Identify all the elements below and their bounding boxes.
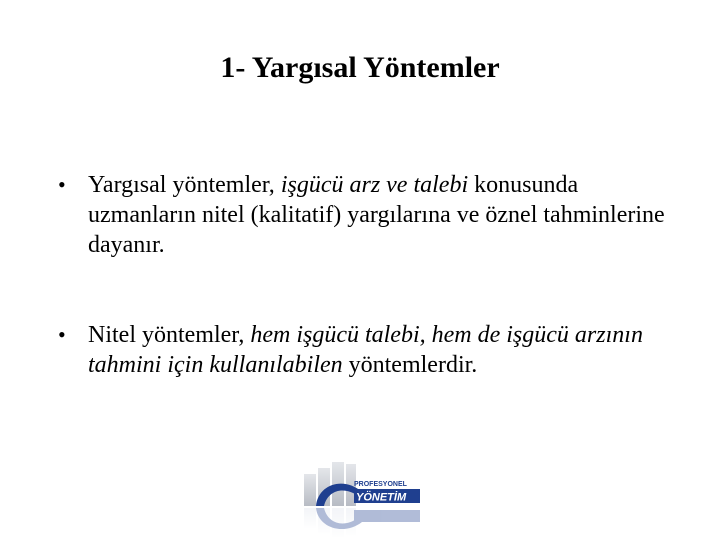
logo-column [304, 474, 316, 506]
bullet-list [58, 170, 678, 440]
logo-main-text: YÖNETİM [356, 491, 407, 504]
bullet-text-part: konusunda uzmanların nitel (kalitatif) yargılarına ve öznel tahminlerine dayanır. [88, 172, 665, 258]
bullet-marker: • [58, 322, 66, 347]
logo-reflection [304, 508, 420, 538]
slide-title: 1- Yargısal Yöntemler [220, 51, 500, 84]
bullet-text-part: yöntemlerdir. [342, 352, 478, 378]
bullet-text [88, 172, 665, 258]
bullet-item-1 [58, 170, 678, 260]
company-logo [300, 462, 440, 540]
bullet-text-italic: hem işgücü talebi, hem de işgücü arzının tahmini için kullanılabilen [88, 322, 643, 378]
logo-graphic [300, 462, 440, 540]
bullet-marker: • [58, 172, 66, 197]
logo-top-text: PROFESYONEL [354, 481, 407, 488]
bullet-text [88, 322, 643, 378]
bullet-text-italic: işgücü arz ve talebi [280, 172, 469, 198]
bullet-item-2 [58, 320, 678, 380]
bullet-text-part: Yargısal yöntemler, [88, 172, 281, 198]
bullet-text-part: Nitel yöntemler, [88, 322, 251, 348]
